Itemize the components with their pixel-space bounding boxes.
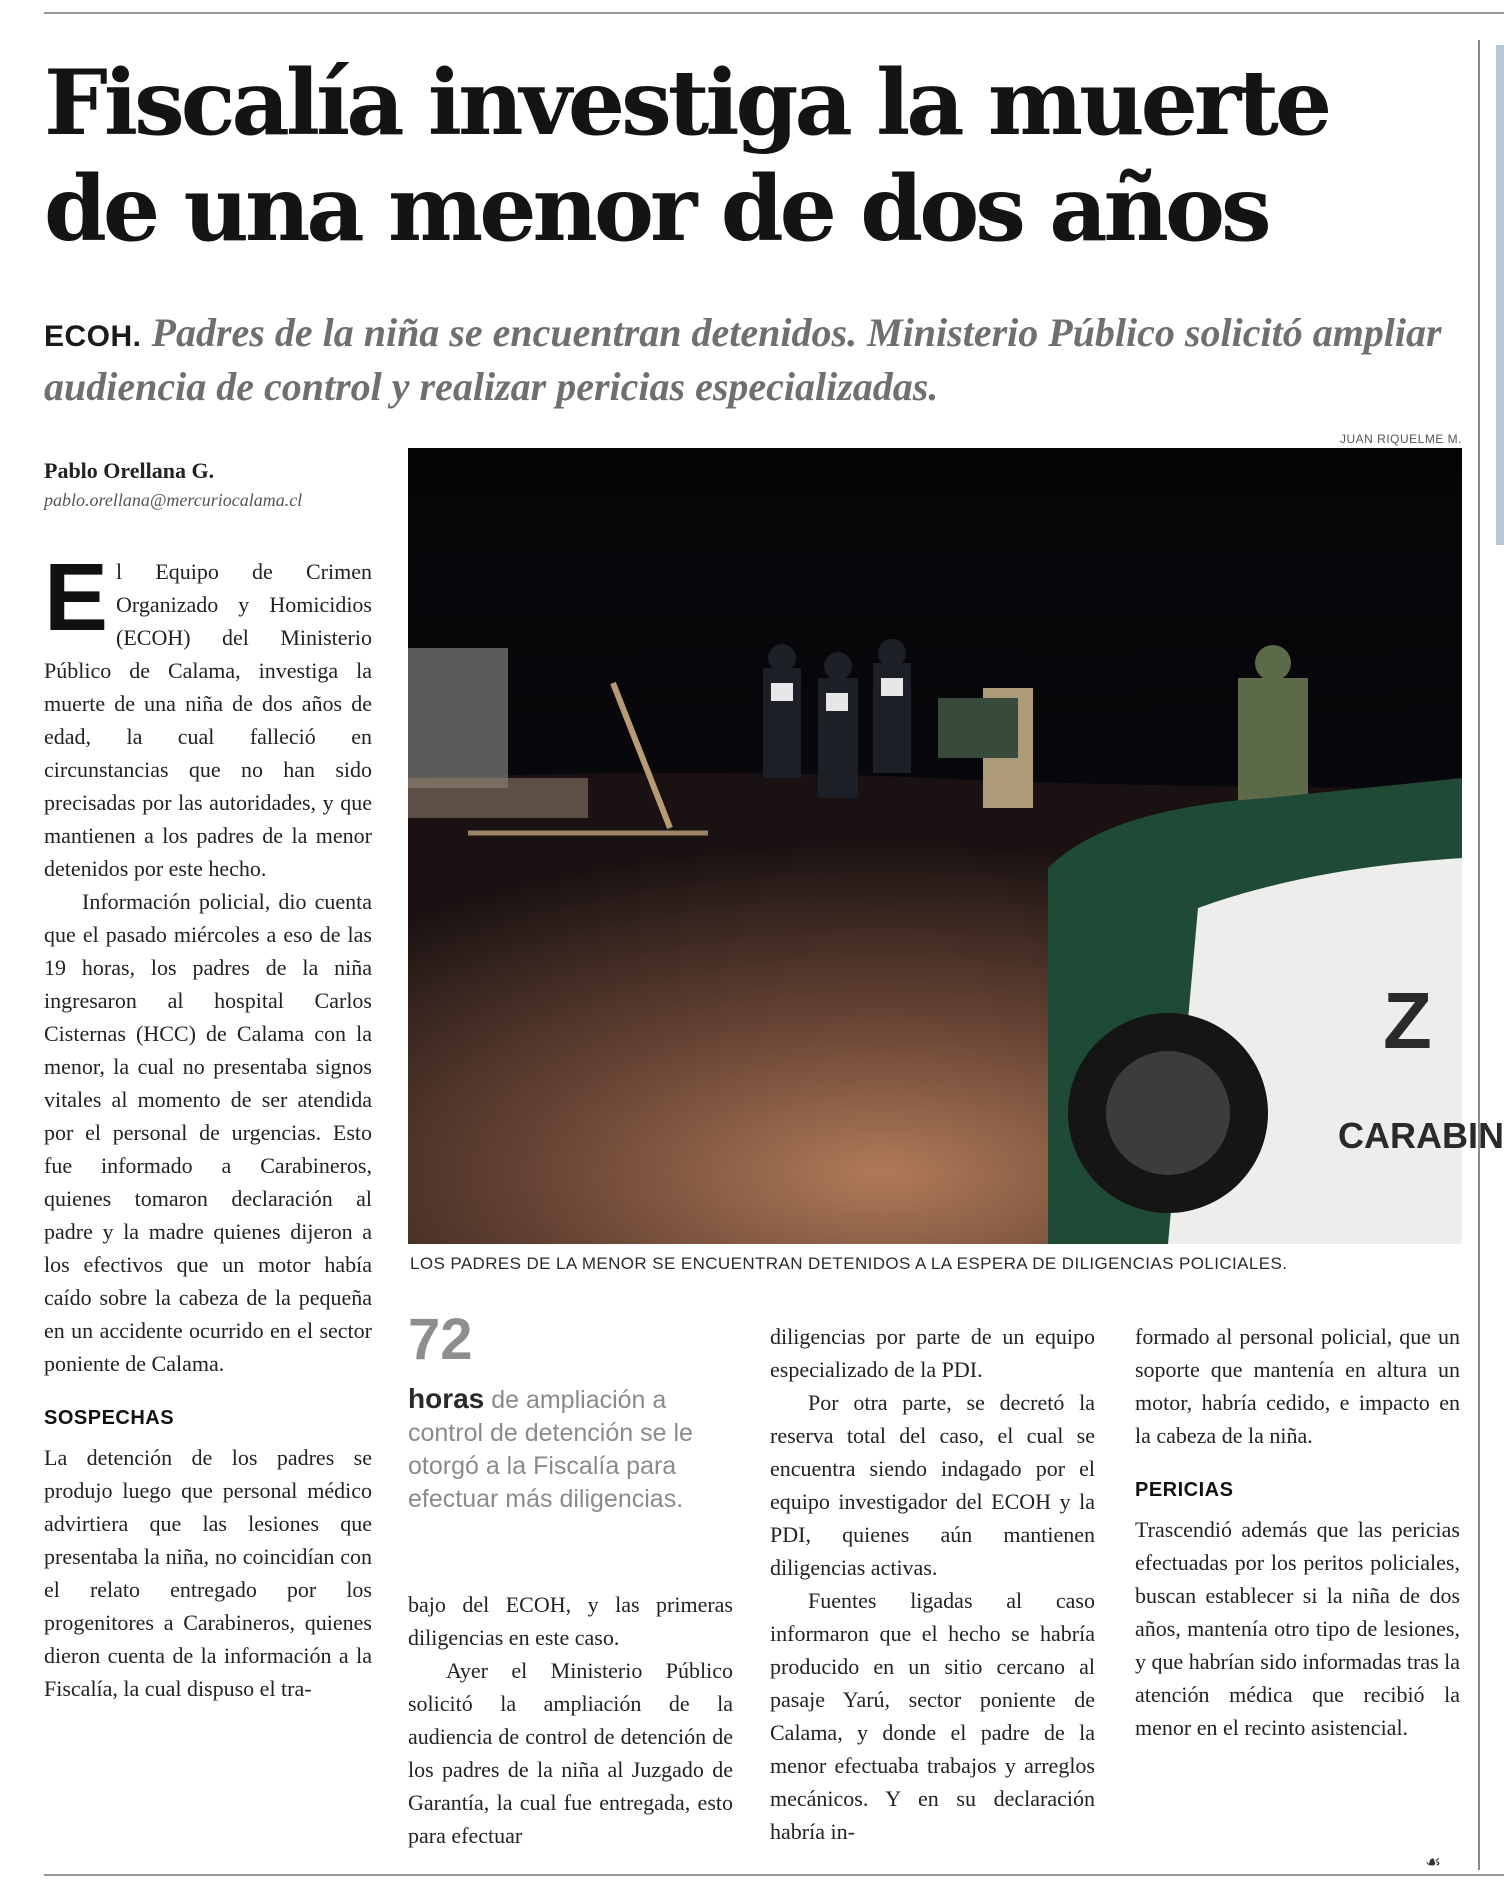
top-rule: [44, 12, 1504, 14]
subhead-pericias: PERICIAS: [1135, 1479, 1234, 1501]
pull-quote-number: 72: [408, 1307, 473, 1372]
column-1: [44, 544, 372, 1705]
col2-paragraph-2: Ayer el Ministerio Público solicitó la ampliación de la audiencia de control de detención de los padres de la niña al Juzgado de Garantía, la cual fue entregada, esto para efectuar: [408, 1658, 733, 1848]
vehicle-letter: Z: [1383, 976, 1432, 1065]
adjacent-page-edge: [1496, 45, 1504, 545]
photo-caption: LOS PADRES DE LA MENOR SE ENCUENTRAN DETENIDOS A LA ESPERA DE DILIGENCIAS POLICIALES.: [410, 1254, 1288, 1273]
deck-tag: ECOH.: [44, 320, 142, 353]
author-name: Pablo Orellana G.: [44, 458, 215, 483]
deck-text: Padres de la niña se encuentran detenidos. Ministerio Público solicitó ampliar audiencia de control y realizar pericias especializadas.: [44, 310, 1442, 409]
news-photo: [408, 448, 1504, 1244]
deck: [44, 308, 1444, 412]
paragraph-3: La detención de los padres se produjo luego que personal médico advirtiera que las lesiones que presentaba la niña, no coincidían con el relato entregado por los progenitores a Carabineros, quienes dieron cuenta de la información a la Fiscalía, la cual dispuso el tra-: [44, 1445, 372, 1701]
headline: Fiscalía investiga la muerte de una menor de dos años: [44, 50, 1329, 262]
col3-paragraph-2: Por otra parte, se decretó la reserva total del caso, el cual se encuentra siendo indagado por el equipo investigador del ECOH y la PDI, quienes aún mantienen diligencias activas.: [770, 1390, 1095, 1580]
col3-paragraph-3: Fuentes ligadas al caso informaron que el hecho se habría producido en un sitio cercano al pasaje Yarú, sector poniente de Calama, y donde el padre de la menor efectuaba trabajos y arreglos mecánicos. Y en su declaración habría in-: [770, 1588, 1095, 1844]
paragraph-2: Información policial, dio cuenta que el pasado miércoles a eso de las 19 horas, los padres de la niña ingresaron al hospital Carlos Cisternas (HCC) de Calama con la menor, la cual no presentaba signos vitales al momento de ser atendida por el personal de urgencias. Esto fue informado a Carabineros, quienes tomaron declaración al padre y la madre quienes dijeron a los efectivos que un motor había caído sobre la cabeza de la pequeña en un accidente ocurrido en el sector poniente de Calama.: [44, 889, 372, 1376]
col3-paragraph-1: diligencias por parte de un equipo especializado de la PDI.: [770, 1324, 1095, 1382]
bottom-rule: [44, 1874, 1504, 1876]
subhead-sospechas: SOSPECHAS: [44, 1407, 175, 1429]
column-4: [1135, 1320, 1460, 1744]
col4-paragraph-2: Trascendió además que las pericias efectuadas por los peritos policiales, buscan establecer si la niña de dos años, mantenía otro tipo de lesiones, y que habrían sido informadas tras la atención médica que recibió la menor en el recinto asistencial.: [1135, 1517, 1461, 1740]
vehicle-lettering: CARABIN: [1338, 1115, 1504, 1156]
drop-cap: E: [44, 544, 109, 651]
photo-credit: JUAN RIQUELME M.: [1339, 432, 1462, 446]
pull-quote-text: de ampliación a control de detención se le otorgó a la Fiscalía para efectuar más diligencias.: [408, 1386, 693, 1513]
col4-paragraph-1: formado al personal policial, que un soporte que mantenía en altura un motor, habría cedido, e impacto en la cabeza de la niña.: [1135, 1324, 1460, 1448]
column-divider: [1478, 40, 1480, 1870]
pull-quote: [408, 1382, 728, 1516]
column-3: [770, 1320, 1095, 1848]
night-scene-illustration: [408, 448, 1504, 1244]
paragraph-1: [44, 544, 372, 885]
paragraph-1-text: l Equipo de Crimen Organizado y Homicidios (ECOH) del Ministerio Público de Calama, investiga la muerte de una niña de dos años de edad, la cual falleció en circunstancias que no han sido precisadas por las autoridades, y que mantienen a los padres de la menor detenidos por este hecho.: [44, 559, 372, 881]
col2-paragraph-1: bajo del ECOH, y las primeras diligencias en este caso.: [408, 1592, 733, 1650]
pull-quote-strong: horas: [408, 1383, 485, 1414]
end-mark-icon: ☙: [1425, 1852, 1442, 1873]
column-2: [408, 1588, 733, 1852]
author-email: pablo.orellana@mercuriocalama.cl: [44, 490, 303, 510]
